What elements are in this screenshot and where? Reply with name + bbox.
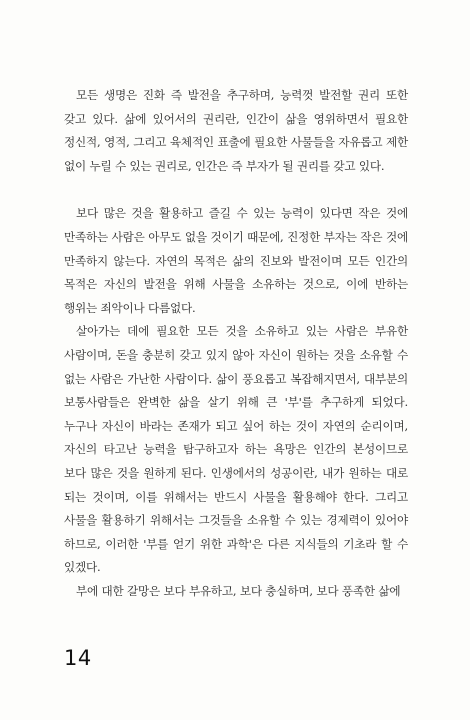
paragraph-2: 보다 많은 것을 활용하고 즐길 수 있는 능력이 있다면 작은 것에 만족하는 사람은 아무도 없을 것이기 때문에, 진정한 부자는 작은 것에 만족하지 않는다. 자연의 목적은 삶의 진보와 발전이며 모든 인간의 목적은 자신의 발전을 위해 사물을 소유하는 것으로, 이에 반하는 행위는 죄악이나 다름없다.: [64, 206, 408, 315]
paragraph-3: 살아가는 데에 필요한 모든 것을 소유하고 있는 사람은 부유한 사람이며, 돈을 충분히 갖고 있지 않아 자신이 원하는 것을 소유할 수 없는 사람은 가난한 사람이다. 삶이 풍요롭고 복잡해지면서, 대부분의 보통사람들은 완벽한 삶을 살기 위해 큰 '부'를 추구하게 되었다. 누구나 자신이 바라는 존재가 되고 싶어 하는 것이 자연의 순리이며, 자신의 타고난 능력을 탐구하고자 하는 욕망은 인간의 본성이므로 보다 많은 것을 원하게 된다. 인생에서의 성공이란, 내가 원하는 대로 되는 것이며, 이를 위해서는 반드시 사물을 활용해야 한다. 그리고 사물을 활용하기 위해서는 그것들을 소유할 수 있는 경제력이 있어야 하므로, 이러한 '부를 얻기 위한 과학'은 다른 지식들의 기초라 할 수 있겠다.: [64, 324, 408, 575]
paragraph-1: 모든 생명은 진화 즉 발전을 추구하며, 능력껏 발전할 권리 또한 갖고 있다. 삶에 있어서의 권리란, 인간이 삶을 영위하면서 필요한 정신적, 영적, 그리고 육체적인 표출에 필요한 사물들을 자유롭고 제한 없이 누릴 수 있는 권리로, 인간은 즉 부자가 될 권리를 갖고 있다.: [64, 88, 408, 173]
body-text: [64, 84, 408, 603]
page-number: 14: [64, 646, 92, 670]
paragraph-4: 부에 대한 갈망은 보다 부유하고, 보다 충실하며, 보다 풍족한 삶에: [76, 583, 401, 598]
